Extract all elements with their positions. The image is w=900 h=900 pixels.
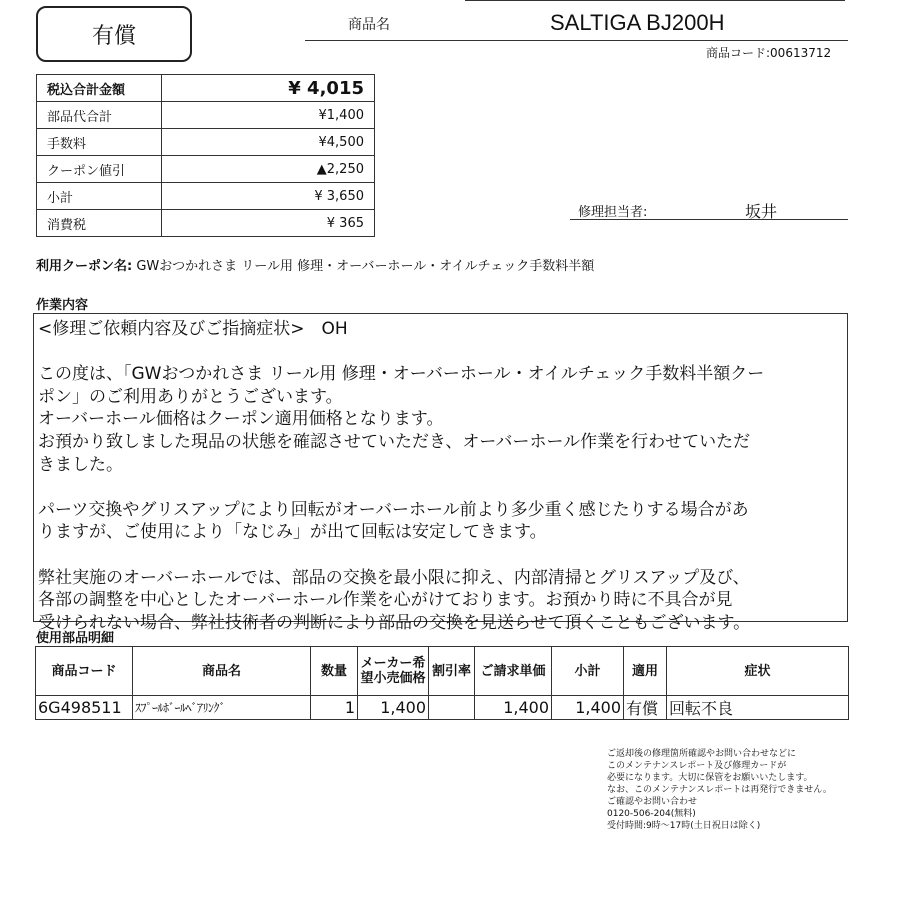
coupon-value: GWおつかれさま リール用 修理・オーバーホール・オイルチェック手数料半額 (132, 259, 595, 274)
part-discount (429, 696, 475, 720)
part-applies: 有償 (624, 696, 667, 720)
parts-header-row (36, 647, 849, 696)
price-label: 税込合計金額 (37, 75, 162, 102)
work-blank-line (38, 341, 843, 364)
notice-line: 0120-506-204(無料) (607, 809, 696, 819)
product-name: SALTIGA BJ200H (550, 10, 725, 35)
notice-line: ご確認やお問い合わせ (607, 797, 698, 807)
notice-line: ご返却後の修理箇所確認やお問い合わせなどに (607, 749, 797, 759)
price-value: ¥4,500 (161, 129, 374, 156)
part-unit-price: 1,400 (475, 696, 552, 720)
work-line: きました。 (38, 454, 123, 475)
price-value: ¥ 365 (161, 210, 374, 237)
parts-header: 割引率 (429, 647, 475, 696)
notice-line: 必要になります。大切に保管をお願いいたします。 (607, 773, 813, 783)
work-line: パーツ交換やグリスアップにより回転がオーバーホール前より多少重く感じたりする場合があ (38, 499, 749, 520)
part-list-price: 1,400 (358, 696, 429, 720)
price-row-total (37, 75, 375, 102)
work-content-box (33, 313, 848, 633)
part-symptom: 回転不良 (667, 696, 849, 720)
work-line: 各部の調整を中心としたオーバーホール作業を心がけております。お預かり時に不具合が見 (38, 590, 733, 611)
coupon-line (36, 255, 594, 274)
price-summary-table (36, 74, 375, 237)
part-subtotal: 1,400 (552, 696, 624, 720)
work-line: りますが、ご使用により「なじみ」が出て回転は安定してきます。 (38, 522, 547, 543)
price-value: ¥ 4,015 (161, 75, 374, 102)
work-blank-line (38, 476, 843, 499)
notice-line: このメンテナンスレポート及び修理カードが (607, 761, 787, 771)
work-blank-line (38, 544, 843, 567)
work-line: オーバーホール価格はクーポン適用価格となります。 (38, 409, 444, 430)
price-value: ▲2,250 (161, 156, 374, 183)
work-line: <修理ご依頼内容及びご指摘症状> OH (38, 319, 348, 339)
parts-header: 症状 (667, 647, 849, 696)
parts-header: 小計 (552, 647, 624, 696)
product-name-label: 商品名 (348, 17, 390, 33)
price-label: 小計 (37, 183, 162, 210)
part-code: 6G498511 (36, 696, 133, 720)
price-label: 手数料 (37, 129, 162, 156)
parts-header: 数量 (311, 647, 358, 696)
technician-label: 修理担当者: (578, 205, 648, 220)
parts-header: 適用 (624, 647, 667, 696)
coupon-label: 利用クーポン名: (36, 259, 133, 274)
price-row (37, 210, 375, 237)
price-value: ¥ 3,650 (161, 183, 374, 210)
table-row (36, 696, 849, 720)
work-line: 弊社実施のオーバーホールでは、部品の交換を最小限に抑え、内部清掃とグリスアップ及び、 (38, 567, 750, 588)
work-line: 受けられない場合、弊社技術者の判断により部品の交換を見送らせて頂くこともございます。 (38, 612, 751, 633)
parts-header: 商品コード (36, 647, 133, 696)
price-row (37, 156, 375, 183)
notice-line: 受付時間:9時〜17時(土日祝日は除く) (607, 821, 761, 831)
part-name: ｽﾌﾟｰﾙﾎﾞｰﾙﾍﾞｱﾘﾝｸﾞ (133, 696, 311, 720)
parts-table (35, 646, 849, 720)
notice-line: なお、このメンテナンスレポートは再発行できません。 (607, 785, 832, 795)
technician-rule (570, 219, 848, 220)
work-line: ポン」のご利用ありがとうございます。 (38, 386, 343, 407)
work-content-label: 作業内容 (36, 298, 89, 313)
parts-header: メーカー希望小売価格 (358, 647, 429, 696)
price-row (37, 102, 375, 129)
payment-type-badge: 有償 (36, 6, 192, 62)
price-row (37, 129, 375, 156)
top-rule (465, 0, 845, 1)
price-row (37, 183, 375, 210)
notice-text (607, 748, 832, 832)
parts-header: ご請求単価 (475, 647, 552, 696)
price-label: 消費税 (37, 210, 162, 237)
price-label: 部品代合計 (37, 102, 162, 129)
product-name-rule (305, 40, 848, 41)
part-quantity: 1 (311, 696, 358, 720)
parts-detail-label: 使用部品明細 (36, 631, 115, 646)
technician-name: 坂井 (745, 202, 778, 221)
price-label: クーポン値引 (37, 156, 162, 183)
price-value: ¥1,400 (161, 102, 374, 129)
work-line: この度は、「GWおつかれさま リール用 修理・オーバーホール・オイルチェック手数料半額クー (38, 364, 765, 385)
work-line: お預かり致しました現品の状態を確認させていただき、オーバーホール作業を行わせていただ (38, 431, 751, 452)
parts-header: 商品名 (133, 647, 311, 696)
product-code: 商品コード:00613712 (706, 46, 832, 60)
